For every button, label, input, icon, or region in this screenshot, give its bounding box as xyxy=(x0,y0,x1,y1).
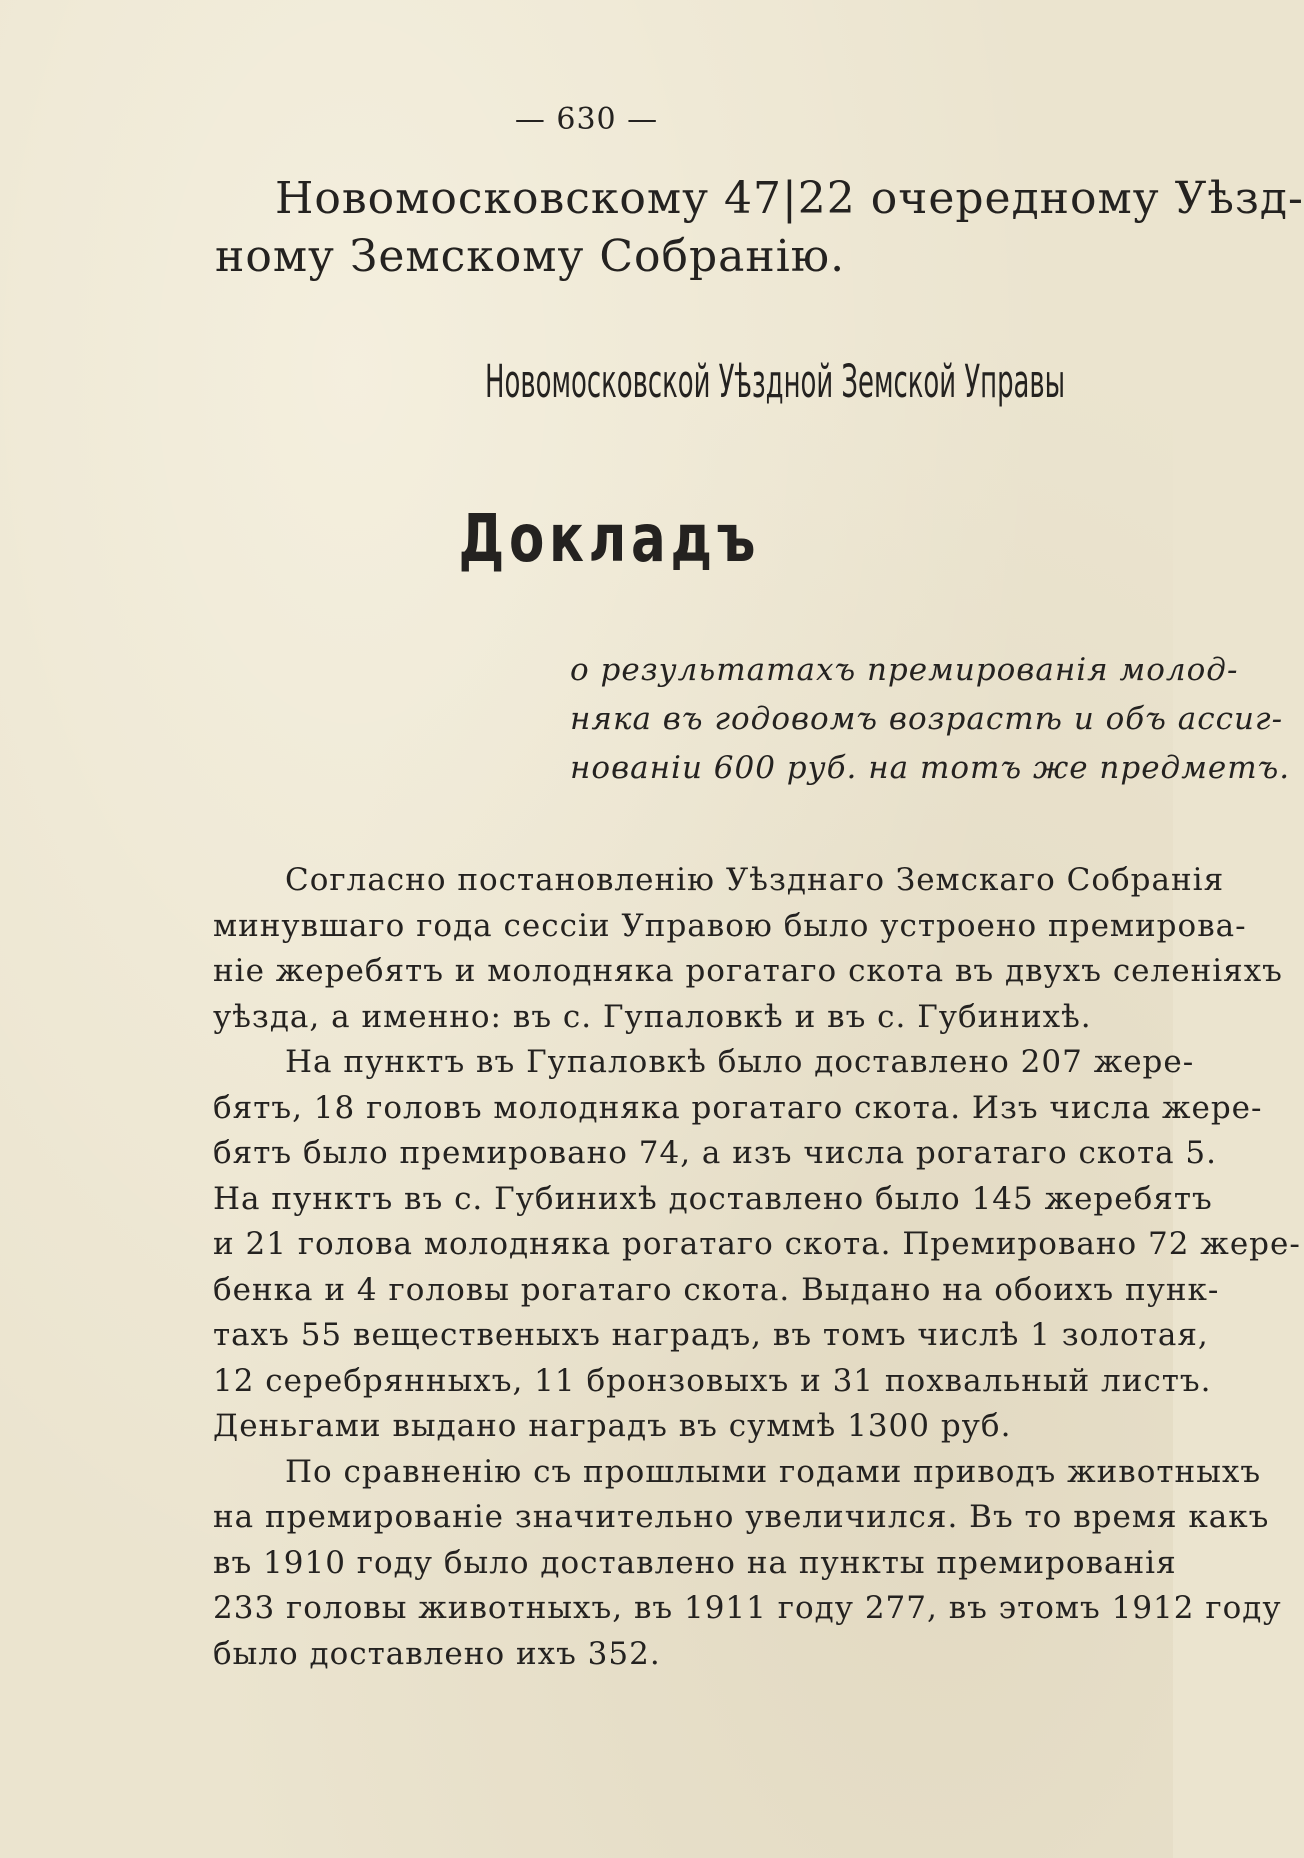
paragraph-3-line-2: на премированіе значительно увеличился. Въ то время какъ xyxy=(213,1499,1270,1535)
paragraph-2-line-9: Деньгами выдано наградъ въ суммѣ 1300 руб. xyxy=(213,1408,1012,1444)
paragraph-1-line-3: ніе жеребятъ и молодняка рогатаго скота въ двухъ селеніяхъ xyxy=(213,953,1283,989)
paragraph-3-line-4: 233 головы животныхъ, въ 1911 году 277, въ этомъ 1912 году xyxy=(213,1590,1282,1626)
paragraph-1-line-1: Согласно постановленію Уѣзднаго Земскаго Собранія xyxy=(285,862,1225,898)
paragraph-1-line-2: минувшаго года сессіи Управою было устроено премирова- xyxy=(213,907,1247,944)
report-body xyxy=(213,858,1301,1677)
paragraph-2-line-6: бенка и 4 головы рогатаго скота. Выдано на обоихъ пунк- xyxy=(213,1271,1220,1308)
paragraph-2-line-8: 12 серебрянныхъ, 11 бронзовыхъ и 31 похвальный листъ. xyxy=(213,1362,1212,1399)
paragraph-3-line-5: было доставлено ихъ 352. xyxy=(213,1635,661,1672)
document-type-title: Докладъ xyxy=(458,500,761,577)
paragraph-2-line-5: и 21 голова молодняка рогатаго скота. Премировано 72 жере- xyxy=(213,1226,1301,1262)
addressee-line-2: ному Земскому Собранію. xyxy=(215,231,846,282)
addressee-heading xyxy=(215,170,1304,286)
subject-line-1: о результатахъ премированія молод- xyxy=(570,652,1239,688)
paragraph-1-line-4: уѣзда, а именно: въ с. Гупаловкѣ и въ с. Губинихѣ. xyxy=(213,998,1092,1035)
paragraph-3-line-3: въ 1910 году было доставлено на пункты премированія xyxy=(213,1544,1177,1581)
paragraph-2-line-3: бятъ было премировано 74, а изъ числа рогатаго скота 5. xyxy=(213,1135,1218,1171)
paragraph-3-line-1: По сравненію съ прошлыми годами приводъ животныхъ xyxy=(285,1453,1262,1490)
page-number: — 630 — xyxy=(514,102,659,137)
paragraph-2-line-4: На пунктъ въ с. Губинихѣ доставлено было 145 жеребятъ xyxy=(213,1180,1213,1217)
paragraph-2-line-7: тахъ 55 вещественыхъ наградъ, въ томъ числѣ 1 золотая, xyxy=(213,1317,1209,1353)
subject-line-2: няка въ годовомъ возрастѣ и объ ассиг- xyxy=(570,701,1284,737)
subject-line-3: нованіи 600 руб. на тотъ же предметъ. xyxy=(570,750,1291,786)
addressee-line-1: Новомосковскому 47|22 очередному Уѣзд- xyxy=(275,173,1304,224)
paragraph-2-line-2: бятъ, 18 головъ молодняка рогатаго скота. Изъ числа жере- xyxy=(213,1089,1263,1126)
issuer-heading: Новомосковской Уѣздной Земской Управы xyxy=(485,355,1066,408)
document-subject xyxy=(570,646,1291,793)
paragraph-2-line-1: На пунктъ въ Гупаловкѣ было доставлено 207 жере- xyxy=(285,1044,1195,1080)
